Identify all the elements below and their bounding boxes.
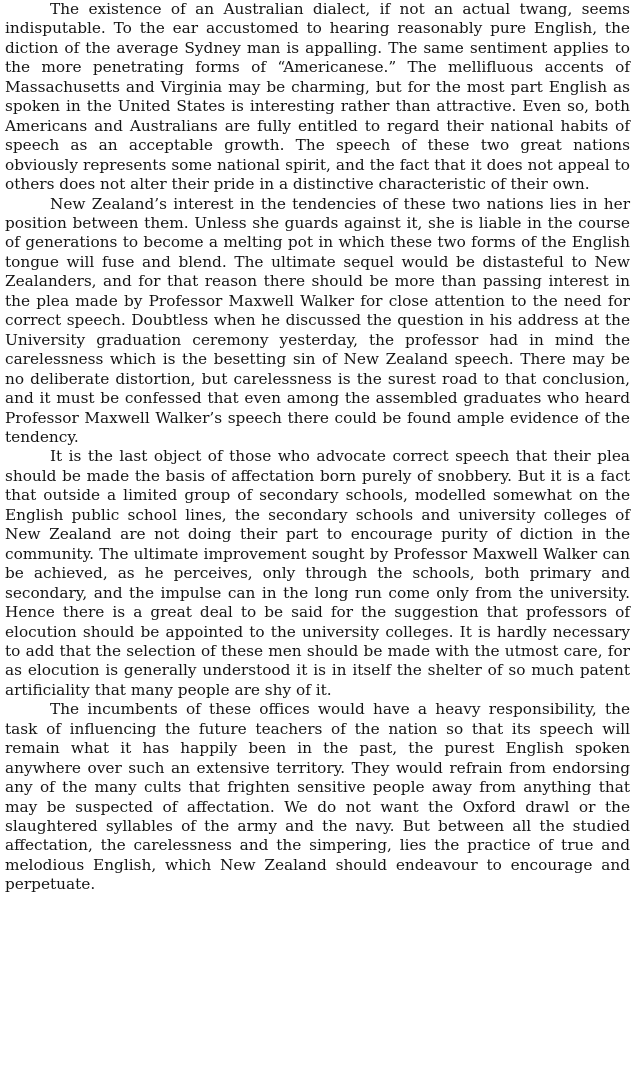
- article-paragraph: It is the last object of those who advocate correct speech that their plea should be made the basis of affectation born purely of snobbery. But it is a fact that outside a limited group of secondary schools, modelled somewhat on the English public school lines, the secondary schools and university colleges of New Zealand are not doing their part to encourage purity of diction in the community. The ultimate improvement sought by Professor Maxwell Walker can be achieved, as he perceives, only through the schools, both primary and secondary, and the impulse can in the long run come only from the university. Hence there is a great deal to be said for the suggestion that professors of elocution should be appointed to the university colleges. It is hardly necessary to add that the selection of these men should be made with the utmost care, for as elocution is generally understood it is in itself the shelter of so much patent artificiality that many people are shy of it.: [5, 447, 630, 699]
- article-paragraph: New Zealand’s interest in the tendencies of these two nations lies in her position between them. Unless she guards against it, she is liable in the course of generations to become a melting pot in which these two forms of the English tongue will fuse and blend. The ultimate sequel would be distasteful to New Zealanders, and for that reason there should be more than passing interest in the plea made by Professor Maxwell Walker for close attention to the need for correct speech. Doubtless when he discussed the question in his address at the University graduation ceremony yesterday, the professor had in mind the carelessness which is the besetting sin of New Zealand speech. There may be no deliberate distortion, but carelessness is the surest road to that conclusion, and it must be confessed that even among the assembled graduates who heard Professor Maxwell Walker’s speech there could be found ample evidence of the tendency.: [5, 194, 630, 446]
- article-paragraph: The incumbents of these offices would have a heavy responsibility, the task of influencing the future teachers of the nation so that its speech will remain what it has happily been in the past, the purest English spoken anywhere over such an extensive territory. They would refrain from endorsing any of the many cults that frighten sensitive people away from anything that may be suspected of affectation. We do not want the Oxford drawl or the slaughtered syllables of the army and the navy. But between all the studied affectation, the carelessness and the simpering, lies the practice of true and melodious English, which New Zealand should endeavour to encourage and perpetuate.: [5, 700, 630, 894]
- article-paragraph: The existence of an Australian dialect, if not an actual twang, seems indisputable. To the ear accustomed to hearing reasonably pure English, the diction of the average Sydney man is appalling. The same sentiment applies to the more penetrating forms of “Americanese.” The mellifluous accents of Massachusetts and Virginia may be charming, but for the most part English as spoken in the United States is interesting rather than attractive. Even so, both Americans and Australians are fully entitled to regard their national habits of speech as an acceptable growth. The speech of these two great nations obviously represents some national spirit, and the fact that it does not appeal to others does not alter their pride in a distinctive characteristic of their own.: [5, 0, 630, 194]
